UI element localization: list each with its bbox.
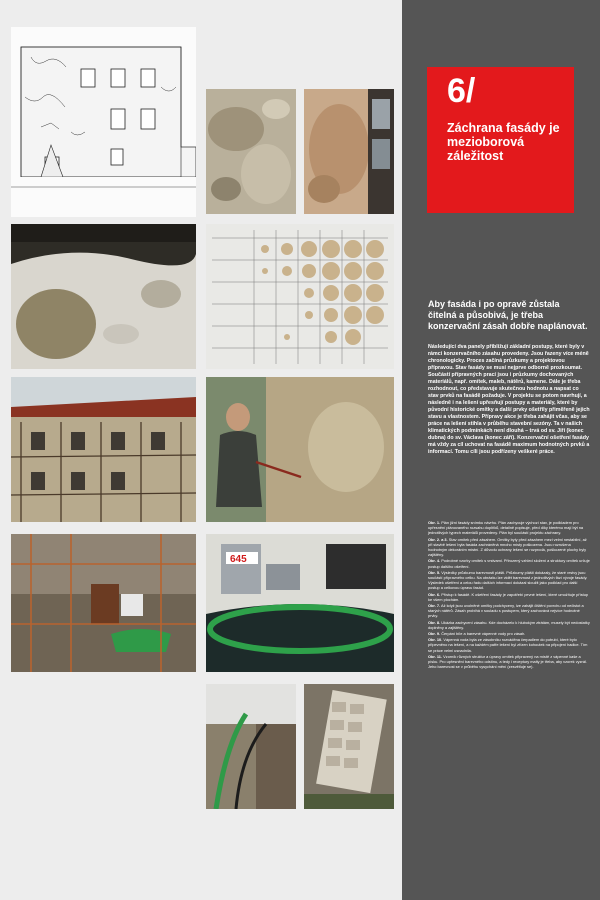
caption-item: Obr. 9. Čerpání bíle a barevné vápenné vody pro zásah. — [428, 631, 526, 637]
caption-item: Obr. 6. Přístup k fasádě. K ošetření fasády je zapotřebí pevné lešení, které umožňuje přístup ke všem plochám. — [428, 591, 589, 602]
caption-item: Obr. 1. Plán jižní fasády snímku návrhu. Plán zachycuje výchozí stav, je podkladem pro upřesnění plánovaného rozsahu doplňků, detailně popisuje, před díky kterému mají být na jednotlivých typech materiálů provedeny. Plán byl součástí projektu záchrany. — [428, 520, 584, 536]
plaster-detail-photo-2 — [304, 89, 394, 214]
scaffolding-closeup-photo — [11, 534, 196, 672]
facade-plan-drawing — [11, 27, 196, 217]
pump-tank-photo — [206, 534, 394, 672]
building-scaffolding-photo — [11, 377, 196, 522]
caption-item: Obr. 7. Až když jsou uvolněné omítky podchyceny, lze zahájit čištění povrchu od nečistot a starých nátěrů. Zásah probíhá v souladu s postupem, který zachovává nejvíce hodnotné prvky. — [428, 603, 584, 619]
mortar-samples-sheet — [206, 224, 394, 369]
plaster-layers-closeup — [11, 224, 196, 369]
plaster-samples-board-photo — [304, 684, 394, 809]
intro-text: Aby fasáda i po opravě zůstala čitelná a působivá, je třeba konzervační zásah dobře naplánovat. — [428, 299, 588, 331]
caption-item: Obr. 4. Podrobné vzorky omítek s vrstvami. Přirozený vzhled složení a struktury omítek určuje postup dalšího ošetření. — [428, 558, 590, 569]
panel-title-box — [427, 67, 574, 213]
panel-title: Záchrana fasády je mezioborová záležitost — [447, 121, 560, 163]
caption-item: Obr. 8. Ukázka zachycení zásahu. Kde docházelo k hlubokým ztrátám, musely být nedostatky doplněny a zajištěny. — [428, 619, 590, 630]
body-text: Následující dva panely přibližují základní postupy, které byly v rámci konzervačního zásahu provedeny. Jsou řazeny více méně chronologicky. Proces začíná průzkumy a projektovou přípravou. Stav fasády se musí nejprve odborně prozkoumat. Součástí přípravných prací jsou i průzkumy dochovaných materiálů, např. omítek, maleb, nátěrů, kamene. Dále je třeba rozhodnout, co představuje skutečnou hodnotu a napsat co stav prvků na fasádě požaduje. V projektu se potom navrhují, a následně i na lešení upřesňují postupy a materiály, které by původní historické omítky a další prvky ošetřily přiměřeně jejich stavu a vlastnostem. Přípravy akce je třeba zahájit včas, aby se práce na lešení stihla v průběhu stavební sezóny. Ta v našich klimatických podmínkách není dlouhá – trvá od sv. Jiří (konec dubna) do sv. Václava (konec září). Konzervační ošetření fasády má vždy za cíl uchovat na fasádě maximum hodnotných prvků a informací. Tomu cíli jsou podřízeny veškeré práce. — [428, 344, 590, 455]
panel-number: 6/ — [447, 72, 476, 110]
caption-item: Obr. 11. Vzorník různých struktur a úpravy omítek připravený na místě z vápenné kaše a písku. Pro upřesnění barevného odstínu, a tedy i receptury malty je třeba, aby vzorek vyzrál. Jeho barevnost se v průběhu vysychání mění (zesvětluje se). — [428, 653, 587, 670]
caption-item: Obr. 2. a 3. Stav omítek před zásahem. Omítky byly před zásahem mezi velmi nestabilní, až při stavbě lešení byla fasáda zachráněná mnoho místy poškozena. Jsou rozrušena hodnotným dekoráním místní. Z důvodu ochrany lešení se rozprodá, poškozené plochy byly zajištěny. — [428, 536, 587, 558]
svg-text:645: 645 — [230, 554, 247, 565]
worker-spraying-photo — [206, 377, 394, 522]
caption-item: Obr. 10. Vápenná voda byla ze zásobníku rozváděna čerpadlem do potrubí, které bylo připevněno na lešení, a na každém patře lešení byl zřízen kohoutek na připojení hadice. Tím se práce velmi usnadnila. — [428, 637, 588, 653]
plaster-detail-photo-1 — [206, 89, 296, 214]
figure-captions — [428, 520, 590, 670]
caption-item: Obr. 5. Výsledky průzkumu barevnosti plášti. Průzkumy plášti dokázaly, že staré vrstvy jsou součástí přípravného celku. Na obrázku lze vidět barevnost z jednotlivých fází vývoje fasády. Výsledek ošetření a celou řadu dalších informací dokázal sloužit jako podklad pro další postup a celkovou úpravu fasád. — [428, 569, 588, 591]
pipes-on-scaffold-photo — [206, 684, 296, 809]
